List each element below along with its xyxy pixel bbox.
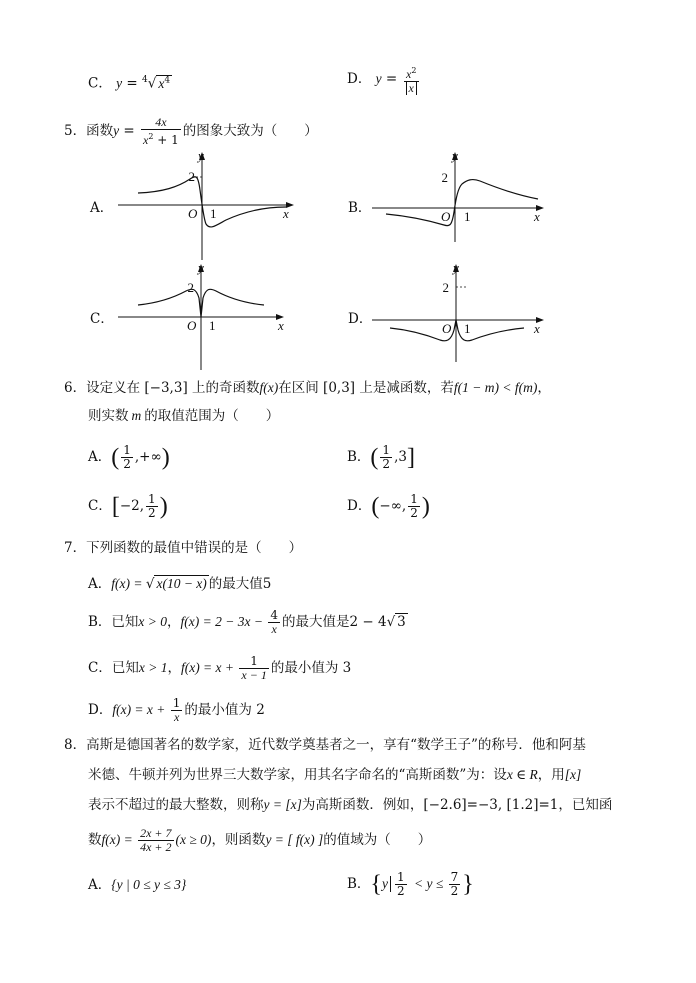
q4-option-d[interactable]: D． y = $\frac{x^2}{x}$ (347, 64, 421, 95)
svg-text:1: 1 (464, 321, 471, 336)
q7-option-d[interactable]: D．f(x) = x + $\frac{1}{x}$ 的最小值为 2 (88, 696, 265, 724)
q8-stem-line4: 数f(x) = $\frac{2x + 7}{4x + 2}$ (x ≥ 0)，则函数y = [ f(x) ]的值域为（ ） (88, 826, 432, 854)
q5-graph-a[interactable] (118, 150, 298, 260)
svg-text:y: y (453, 260, 459, 275)
q6-stem-line1: 6．设定义在 [−3,3] 上的奇函数f(x)在区间 [0,3] 上是减函数，若f(1 − m) < f(m)， (64, 380, 551, 396)
q6-stem-line2: 则实数 m 的取值范围为（ ） (88, 408, 280, 424)
q5-option-d-label[interactable]: D． (348, 311, 373, 327)
q7-option-b[interactable]: B．已知x > 0，f(x) = 2 − 3x − $\frac{4}{x}$ 的最大值是2 − 4√ 3 (88, 608, 406, 636)
q8-stem-line3: 表示不超过的最大整数，则称y = [x]为高斯函数．例如，[−2.6]=−3, [1.2]=1，已知函 (88, 797, 613, 813)
q8-option-b[interactable]: B．{y $\frac{1}{2}$ < y ≤ $\frac{7}{2}$ } (347, 870, 474, 898)
q6-option-d[interactable]: D．(−∞, $\frac{1}{2}$ ) (347, 492, 430, 520)
svg-text:O: O (442, 321, 452, 336)
svg-text:1: 1 (209, 318, 216, 333)
svg-text:y: y (198, 148, 204, 163)
q8-stem-line2: 米德、牛顿并列为世界三大数学家，用其名字命名的“高斯函数”为：设x ∈ R，用[x] (88, 767, 582, 783)
q6-option-a[interactable]: A．( $\frac{1}{2}$ ,+∞) (88, 443, 170, 471)
q8-option-a[interactable]: A．{y | 0 ≤ y ≤ 3} (88, 877, 187, 893)
curve (390, 320, 524, 341)
q5-option-b-label[interactable]: B． (348, 200, 372, 216)
q8-stem-line1: 8．高斯是德国著名的数学家，近代数学奠基者之一，享有“数学王子”的称号．他和阿基 (64, 737, 586, 753)
curve (386, 180, 538, 226)
q4-option-c[interactable]: C． y = $^4$√ $x^4$ (88, 75, 171, 92)
q7-stem: 7．下列函数的最值中错误的是（ ） (64, 540, 303, 556)
q5-graph-c[interactable] (118, 262, 298, 370)
q7-option-a[interactable]: A．f(x) = √ x(10 − x) 的最大值5 (88, 576, 272, 592)
q7-option-c[interactable]: C．已知x > 1，f(x) = x + $\frac{1}{x - 1}$ 的最小值为 3 (88, 654, 352, 682)
q5-fraction: $\frac{4x}{x^2 + 1}$ (143, 115, 179, 147)
q6-option-b[interactable]: B．( $\frac{1}{2}$ ,3] (347, 443, 415, 471)
svg-text:1: 1 (210, 206, 217, 221)
svg-text:1: 1 (464, 209, 471, 224)
q5-graph-b[interactable] (372, 150, 552, 260)
svg-text:x: x (534, 209, 540, 224)
svg-text:y: y (198, 260, 204, 275)
svg-text:2: 2 (442, 280, 449, 295)
svg-text:O: O (187, 318, 197, 333)
q5-stem: 5．函数y = $\frac{4x}{x^2 + 1}$ 的图象大致为（ ） (64, 115, 318, 147)
q4d-fraction: $\frac{x^2}{x}$ (404, 64, 419, 95)
svg-text:2: 2 (187, 280, 194, 295)
svg-text:y: y (452, 148, 458, 163)
svg-text:2: 2 (441, 170, 448, 185)
q5-option-c-label[interactable]: C． (90, 311, 114, 327)
svg-text:O: O (188, 206, 198, 221)
q5-graph-d[interactable] (372, 262, 552, 370)
svg-text:x: x (283, 206, 289, 221)
q6-option-c[interactable]: C．[−2, $\frac{1}{2}$ ) (88, 492, 168, 520)
svg-text:x: x (278, 318, 284, 333)
q5-option-a-label[interactable]: A． (90, 200, 114, 216)
svg-text:x: x (534, 321, 540, 336)
svg-text:O: O (441, 209, 451, 224)
svg-text:2: 2 (188, 169, 195, 184)
